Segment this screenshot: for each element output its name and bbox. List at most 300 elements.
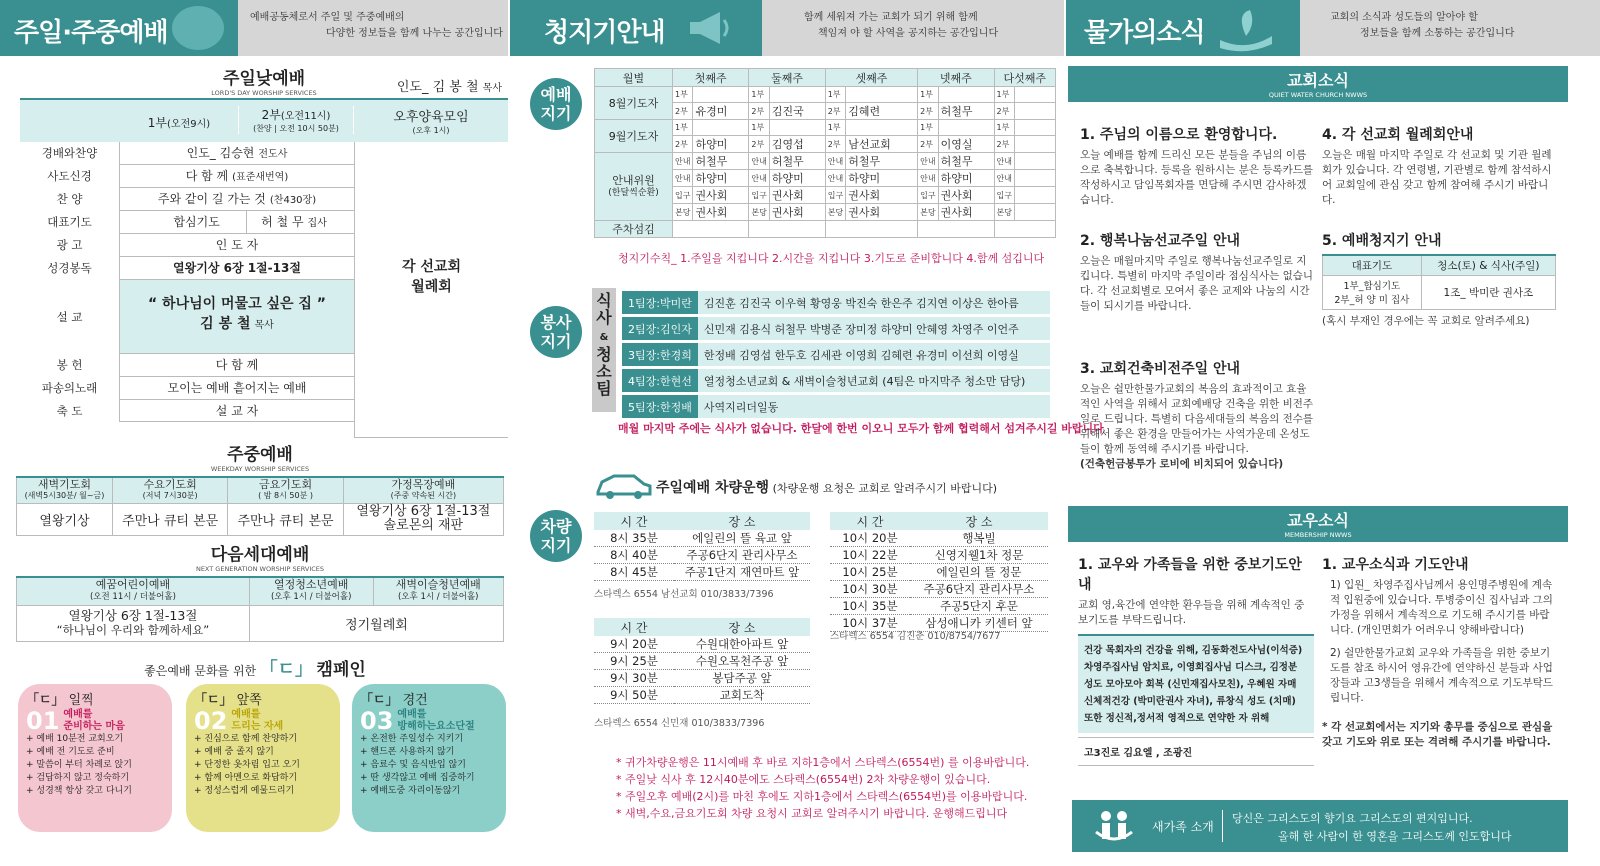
weekday-value bbox=[343, 503, 503, 535]
roster-empty bbox=[673, 221, 749, 238]
roster-head-cell: 월별 bbox=[595, 69, 673, 87]
roster-tag: 입구 bbox=[994, 187, 1014, 204]
sunday-row-value bbox=[120, 234, 354, 257]
card-item: + 말씀이 부터 차례로 앉기 bbox=[26, 760, 132, 770]
car-route-table-1 bbox=[594, 512, 810, 581]
guide-label: 안내위원 bbox=[612, 173, 655, 187]
family-icon bbox=[1094, 808, 1134, 849]
leader-suffix: 목사 bbox=[482, 83, 502, 94]
roster-head-cell: 넷째주 bbox=[918, 69, 994, 87]
roster-tag: 2부 bbox=[918, 136, 938, 153]
news-title: 1. 교우와 가족들을 위한 중보기도안내 bbox=[1078, 557, 1302, 593]
hand-plant-icon bbox=[1216, 6, 1276, 52]
nextgen-head bbox=[249, 577, 373, 605]
roster-tag: 2부 bbox=[825, 136, 845, 153]
team-members: 사역지리더일동 bbox=[698, 395, 1050, 418]
church-news-subtitle: QUIET WATER CHURCH NWWS bbox=[1268, 91, 1368, 99]
car-icon bbox=[594, 472, 652, 503]
car-time: 9시 20분 bbox=[594, 636, 674, 653]
news-item-3 bbox=[1080, 358, 1314, 472]
sunday-row-value bbox=[120, 280, 354, 354]
roster-tag: 2부 bbox=[994, 136, 1014, 153]
news-title: 2. 행복나눔선교주일 안내 bbox=[1080, 233, 1241, 249]
car-row bbox=[594, 687, 810, 704]
roster-name: 권사회 bbox=[693, 187, 749, 204]
header-worship-desc bbox=[238, 0, 508, 56]
campaign-title-pre: 좋은예배 문화를 위한 bbox=[144, 664, 257, 678]
card-num-row bbox=[360, 706, 498, 735]
car-title bbox=[656, 477, 997, 497]
card-item: + 정성스럽게 예물드리기 bbox=[194, 786, 295, 796]
roster-name: 이영실 bbox=[938, 136, 994, 153]
roster-tag: 안내 bbox=[673, 170, 693, 187]
head-name: 열정청소년예배 bbox=[274, 578, 349, 592]
roster-head-cell: 다섯째주 bbox=[994, 69, 1055, 87]
news-body-red: * 각 선교회에서는 지기와 총무를 중심으로 관심을 갖고 기도와 위로 또는 격려해 주시기를 바랍니다. bbox=[1322, 721, 1553, 748]
team-members: 한정배 김영섭 한두호 김세관 이영희 김혜련 유경미 이선희 이영실 bbox=[698, 343, 1050, 366]
weekday-title: 주중예배 bbox=[227, 445, 293, 465]
footer-label: 새가족 소개 bbox=[1152, 820, 1214, 834]
sunday-col1-head bbox=[120, 114, 238, 131]
car-time: 10시 22분 bbox=[830, 547, 910, 564]
car-route-foot: 스타렉스 6554 남선교회 010/3833/7396 bbox=[594, 589, 774, 600]
megaphone-icon bbox=[686, 8, 732, 48]
roster-tag: 안내 bbox=[825, 153, 845, 170]
col-label: 2부 bbox=[261, 108, 281, 122]
weekday-value: 주만나 큐티 본문 bbox=[112, 503, 227, 535]
team-members: 신민재 김용식 허철무 박병준 장미정 하양미 안혜영 차영주 이언주 bbox=[698, 317, 1050, 340]
news-body: 오늘 예배를 함께 드리신 모든 분들을 주님의 이름으로 축복합니다. 등록을 원하시는 분은 등록카드를 작성하시고 담임목회자를 면담해 주시면 감사하겠습니다. bbox=[1080, 149, 1314, 206]
service-team-table bbox=[622, 288, 1050, 421]
card-item: + 딴 생각않고 예배 집중하기 bbox=[360, 773, 475, 783]
news-item-5 bbox=[1322, 230, 1556, 329]
roster-tag: 1부 bbox=[673, 120, 693, 136]
car-head: 장 소 bbox=[910, 512, 1048, 530]
right-note-line: 각 선교회 bbox=[402, 259, 461, 275]
header-steward-title: 청지기안내 bbox=[544, 18, 665, 48]
col-sub: (찬양 | 오전 10시 50분) bbox=[253, 124, 339, 133]
roster-tag: 1부 bbox=[918, 87, 938, 103]
sermon-title: “ 하나님이 머물고 싶은 집 ” bbox=[147, 296, 326, 312]
news-item-4 bbox=[1322, 124, 1556, 208]
sunday-row bbox=[20, 188, 354, 211]
roster-name: 허철무 bbox=[693, 153, 749, 170]
footer-line2: 올해 한 사람이 한 영혼을 그리스도께 인도합니다 bbox=[1278, 830, 1512, 843]
roster-name: 허철무 bbox=[938, 153, 994, 170]
car-row bbox=[830, 530, 1048, 547]
roster-tag: 안내 bbox=[825, 170, 845, 187]
car-head: 장 소 bbox=[674, 512, 810, 530]
header-desc-line: 다양한 정보들을 함께 나누는 공간입니다 bbox=[326, 28, 503, 39]
head-name: 새벽이슬청년예배 bbox=[395, 578, 481, 592]
roster-name bbox=[1015, 103, 1056, 120]
campaign-logo-icon: 「ㄷ」 bbox=[194, 693, 233, 708]
value-suffix: (표준새번역) bbox=[232, 172, 289, 183]
roster-name: 하양미 bbox=[769, 170, 825, 187]
n5-val-line: 1부_합심기도 bbox=[1343, 281, 1401, 292]
car-head-row bbox=[594, 512, 810, 530]
car-place: 삼성애니카 키센터 앞 bbox=[910, 615, 1048, 632]
roster-name: 하양미 bbox=[693, 170, 749, 187]
header-desc-line: 함께 세워져 가는 교회가 되기 위해 함께 bbox=[804, 12, 978, 23]
roster-name: 권사회 bbox=[846, 187, 918, 204]
roster-tag: 입구 bbox=[825, 187, 845, 204]
value-part: 인 도 자 bbox=[215, 238, 259, 252]
header-desc-line: 교회의 소식과 성도들의 알아야 할 bbox=[1330, 12, 1478, 23]
header-desc-line: 책임져 야 할 사역을 공지하는 공간입니다 bbox=[818, 28, 999, 39]
card-item: + 함께 아멘으로 화답하기 bbox=[194, 773, 298, 783]
head-time: (오후 1시 / 더불어홀) bbox=[270, 592, 352, 603]
header-desc-line: 예배공동체로서 주일 및 주중예배의 bbox=[250, 12, 405, 23]
car-row bbox=[594, 564, 810, 581]
roster-tag: 본당 bbox=[994, 204, 1014, 221]
nextgen-table bbox=[16, 576, 504, 642]
weekday-table bbox=[16, 476, 504, 536]
roster-aug-row1 bbox=[595, 87, 1056, 103]
car-row bbox=[830, 547, 1048, 564]
roster-tag: 안내 bbox=[749, 153, 769, 170]
roster-tag: 입구 bbox=[749, 187, 769, 204]
card-head: 경건 bbox=[402, 693, 428, 708]
value-part: 다 함 께 bbox=[185, 169, 229, 183]
n5-val: 1조_ 박미란 권사조 bbox=[1421, 275, 1555, 309]
car-note: * 주일오후 예배(2시)를 마친 후에도 지하1층에서 스타렉스(6554번)를 이용바랍니다. bbox=[616, 790, 1028, 803]
car-row bbox=[594, 636, 810, 653]
card-sub-line: 예배를 bbox=[63, 709, 93, 720]
prayer-box-2-text: 고3진로 김요엘 , 조광진 bbox=[1084, 748, 1193, 759]
roster-name: 허철무 bbox=[769, 153, 825, 170]
roster-tag: 안내 bbox=[918, 170, 938, 187]
card-sub-line: 준비하는 마음 bbox=[63, 721, 125, 732]
sunday-row-label: 봉 헌 bbox=[20, 354, 120, 377]
campaign-logo-icon: 「ㄷ」 bbox=[259, 659, 314, 680]
roster-tag: 1부 bbox=[994, 120, 1014, 136]
sunday-col2-head bbox=[238, 106, 354, 134]
news-body: 교회 영,육간에 연약한 환우들을 위해 계속적인 중보기도를 부탁드립니다. bbox=[1078, 599, 1305, 626]
card-item: + 핸드폰 사용하지 않기 bbox=[360, 747, 455, 757]
roster-name bbox=[1015, 170, 1056, 187]
member-item-1 bbox=[1078, 554, 1314, 766]
campaign-card-head bbox=[360, 694, 498, 707]
roster-name: 하양미 bbox=[693, 136, 749, 153]
roster-name bbox=[1015, 87, 1056, 103]
header-news-title: 물가의소식 bbox=[1084, 18, 1205, 48]
service-team-row bbox=[622, 343, 1050, 366]
roster-name bbox=[938, 87, 994, 103]
card-num: 02 bbox=[194, 706, 228, 735]
car-place: 신영지웰1차 정문 bbox=[910, 547, 1048, 564]
roster-tag: 1부 bbox=[825, 87, 845, 103]
head-time: (오전 11시 / 더불어홀) bbox=[89, 592, 176, 603]
worship-steward-circle: 예배 지기 bbox=[530, 78, 582, 130]
weekday-value: 열왕기상 bbox=[17, 503, 113, 535]
col-label: 1부 bbox=[147, 116, 168, 130]
n5-col: 청소(토) & 식사(주일) bbox=[1421, 255, 1555, 275]
news-title: 3. 교회건축비전주일 안내 bbox=[1080, 361, 1241, 377]
car-time: 8시 45분 bbox=[594, 564, 674, 581]
roster-tag: 1부 bbox=[673, 87, 693, 103]
team-leader: 3팀장:한경희 bbox=[622, 343, 698, 366]
sunday-row-label: 대표기도 bbox=[20, 211, 120, 234]
roster-name: 김진국 bbox=[769, 103, 825, 120]
roster-row-label: 9월기도자 bbox=[595, 120, 673, 153]
car-notes bbox=[616, 754, 1029, 822]
n5-note: (혹시 부재인 경우에는 꼭 교회로 알려주세요) bbox=[1322, 314, 1530, 327]
church-news-title: 교회소식 bbox=[1287, 71, 1349, 90]
sunday-row-label: 파송의노래 bbox=[20, 377, 120, 400]
value-part: 허 철 무 bbox=[261, 215, 304, 229]
roster-tag: 안내 bbox=[918, 153, 938, 170]
nextgen-head-row bbox=[17, 577, 504, 605]
roster-name: 권사회 bbox=[693, 204, 749, 221]
header-steward-desc bbox=[762, 0, 1064, 56]
sunday-row-value bbox=[120, 188, 354, 211]
head-name: 예꿈어린이예배 bbox=[95, 578, 171, 592]
sunday-row-value bbox=[120, 211, 354, 234]
prayer-box bbox=[1078, 634, 1314, 733]
roster-empty bbox=[994, 221, 1055, 238]
member-item-2 bbox=[1322, 554, 1556, 750]
sunday-row-label: 축 도 bbox=[20, 400, 120, 422]
head-name: 금요기도회 bbox=[258, 478, 313, 492]
campaign-card-head bbox=[194, 694, 332, 707]
sunday-row-value bbox=[120, 400, 354, 422]
head-name: 수요기도회 bbox=[143, 478, 197, 492]
roster-tag: 2부 bbox=[825, 103, 845, 120]
news-title: 1. 주님의 이름으로 환영합니다. bbox=[1080, 127, 1278, 143]
roster-name: 김영섭 bbox=[769, 136, 825, 153]
prayer-roster-table bbox=[594, 68, 1056, 238]
news-item-2 bbox=[1080, 230, 1314, 314]
sunday-row bbox=[20, 377, 354, 400]
card-sub-line: 드리는 자세 bbox=[231, 721, 284, 732]
sunday-row bbox=[20, 165, 354, 188]
roster-tag: 본당 bbox=[918, 204, 938, 221]
nextgen-value: 정기월례회 bbox=[249, 605, 503, 641]
head-time: (주중 약속된 시간) bbox=[390, 491, 457, 501]
roster-row-label bbox=[595, 153, 673, 221]
weekday-head bbox=[228, 477, 343, 503]
right-note-line: 월례회 bbox=[411, 279, 452, 295]
roster-name: 권사회 bbox=[846, 204, 918, 221]
news-title: 1. 교우소식과 기도안내 bbox=[1322, 557, 1469, 573]
roster-name: 허철무 bbox=[938, 103, 994, 120]
news-item-1 bbox=[1080, 124, 1314, 208]
sunday-subtitle: LORD'S DAY WORSHIP SERVICES bbox=[211, 89, 317, 97]
leader-name: 인도_ 김 봉 철 bbox=[396, 80, 479, 95]
card-sub bbox=[63, 709, 124, 733]
card-item: + 온전한 주일성수 지키기 bbox=[360, 734, 464, 744]
value-part: 모이는 예배 흩어지는 예배 bbox=[167, 381, 307, 395]
value-part: 열왕기상 6장 1절-13절 bbox=[173, 261, 301, 275]
roster-tag: 1부 bbox=[749, 120, 769, 136]
member-news-header bbox=[1068, 506, 1568, 542]
car-place: 행복빌 bbox=[910, 530, 1048, 547]
card-item: + 진심으로 함께 찬양하기 bbox=[194, 734, 298, 744]
car-time: 9시 25분 bbox=[594, 653, 674, 670]
card-sub bbox=[397, 709, 474, 733]
roster-tag: 1부 bbox=[918, 120, 938, 136]
sunday-row bbox=[20, 400, 354, 422]
roster-tag: 2부 bbox=[749, 136, 769, 153]
card-num-row bbox=[194, 706, 332, 735]
roster-tag: 2부 bbox=[749, 103, 769, 120]
value-part: 인도_ 김승현 bbox=[186, 146, 255, 160]
car-route-table-2 bbox=[594, 618, 810, 704]
nextgen-value bbox=[17, 605, 250, 641]
roster-name bbox=[1015, 136, 1056, 153]
sunday-row bbox=[20, 280, 354, 354]
head-time: (오후 1시 / 더불어홀) bbox=[398, 592, 479, 603]
roster-empty bbox=[825, 221, 917, 238]
roster-sep-row1 bbox=[595, 120, 1056, 136]
roster-name bbox=[938, 120, 994, 136]
car-place: 수원대한아파트 앞 bbox=[674, 636, 810, 653]
roster-name: 허철무 bbox=[846, 153, 918, 170]
n5-val-line: 2부_허 양 미 집사 bbox=[1334, 295, 1410, 306]
roster-name: 하양미 bbox=[846, 170, 918, 187]
roster-head-cell: 둘째주 bbox=[749, 69, 825, 87]
header-worship-title: 주일·주중예배 bbox=[14, 18, 168, 48]
roster-tag: 안내 bbox=[673, 153, 693, 170]
roster-name: 권사회 bbox=[769, 204, 825, 221]
roster-name: 유경미 bbox=[693, 103, 749, 120]
car-time: 9시 30분 bbox=[594, 670, 674, 687]
col-label: 오후양육모임 bbox=[393, 110, 469, 125]
roster-tag: 2부 bbox=[918, 103, 938, 120]
roster-name: 남선교회 bbox=[846, 136, 918, 153]
roster-tag: 1부 bbox=[825, 120, 845, 136]
car-route-table-3 bbox=[830, 512, 1048, 632]
prayer-box-text: 건강 목회자의 건강을 위해, 김동화전도사님(이석증) 차영주집사님 암치료, 이영희집사님 디스크, 김정분 성도 모아모아 회복 (신민재집사모친), 우혜원 자매 신체적건강 (박미란권사 자녀), 류창식 성도 (치매) 또한 정신적,정서적 영적으로 연약한 자 위해 bbox=[1084, 645, 1303, 724]
car-head: 시 간 bbox=[594, 512, 674, 530]
roster-name bbox=[769, 87, 825, 103]
card-num: 03 bbox=[360, 706, 394, 735]
sunday-row-value bbox=[120, 165, 354, 188]
roster-tag: 1부 bbox=[749, 87, 769, 103]
service-steward-circle: 봉사 지기 bbox=[530, 306, 582, 358]
campaign-card bbox=[18, 684, 172, 832]
n5-col: 대표기도 bbox=[1323, 255, 1422, 275]
n5-head bbox=[1323, 255, 1556, 275]
sunday-row-value bbox=[120, 377, 354, 400]
roster-tag: 1부 bbox=[994, 87, 1014, 103]
car-head: 시 간 bbox=[594, 618, 674, 636]
value-suffix: 전도사 bbox=[258, 149, 288, 160]
car-note: * 귀가차량운행은 11시예배 후 바로 지하1층에서 스타렉스(6554번) 를 이용바랍니다. bbox=[616, 756, 1030, 769]
guide-sub: (한달씩순환) bbox=[608, 187, 659, 198]
car-row bbox=[830, 564, 1048, 581]
header-desc-line: 정보들을 함께 소통하는 공간입니다 bbox=[1360, 28, 1515, 39]
nextgen-section bbox=[16, 540, 504, 642]
roster-tag: 입구 bbox=[673, 187, 693, 204]
roster-name: 김혜련 bbox=[846, 103, 918, 120]
card-item: + 음료수 및 음식반입 않기 bbox=[360, 760, 466, 770]
news-body: 오늘은 쉴만한물가교회의 복음의 효과적이고 효율적인 사역을 위해서 교회예배당 건축을 위한 비전주일로 드립니다. 특별히 다음세대들의 복음의 전수를 위해서 좋은 환경을 만들어가는 사역가운데 온성도들이 함께 동역해 주시기를 바랍니다. bbox=[1080, 383, 1314, 455]
roster-name bbox=[769, 120, 825, 136]
sunday-row bbox=[20, 354, 354, 377]
roster-tag: 안내 bbox=[749, 170, 769, 187]
weekday-head bbox=[17, 477, 113, 503]
campaign-logo-icon: 「ㄷ」 bbox=[26, 693, 65, 708]
header-worship bbox=[0, 0, 238, 56]
card-num: 01 bbox=[26, 706, 60, 735]
col-sub: (오전11시) bbox=[280, 111, 331, 122]
team-leader: 2팀장:김인자 bbox=[622, 317, 698, 340]
car-row bbox=[594, 530, 810, 547]
sunday-row-label: 성경봉독 bbox=[20, 257, 120, 280]
vehicle-steward-circle: 차량 지기 bbox=[530, 510, 582, 562]
campaign-title bbox=[0, 655, 510, 681]
car-route-foot: 스타렉스 6554 신민재 010/3833/7396 bbox=[594, 718, 765, 729]
head-time: (새벽5시30분/ 월~금) bbox=[24, 491, 105, 501]
value-part: 주와 같이 길 가는 것 bbox=[157, 192, 266, 206]
header-news-desc bbox=[1300, 0, 1600, 56]
head-name: 가정목장예배 bbox=[391, 478, 456, 492]
car-time: 10시 25분 bbox=[830, 564, 910, 581]
team-leader: 4팀장:한현선 bbox=[622, 369, 698, 392]
roster-name bbox=[1015, 153, 1056, 170]
head-time: (저녁 7시30분) bbox=[142, 491, 198, 501]
car-place: 봉담주공 앞 bbox=[674, 670, 810, 687]
value-suffix: 집사 bbox=[307, 218, 327, 229]
card-head: 일찍 bbox=[68, 693, 94, 708]
roster-name bbox=[846, 120, 918, 136]
news-body: 2) 쉴만한물가교회 교우와 가족들을 위한 중보기도를 참조 하시어 영유간에 연약하신 분들과 사업장들과 고3생들을 위해서 계속적으로 기도부탁드립니다. bbox=[1330, 647, 1553, 704]
roster-tag: 2부 bbox=[673, 103, 693, 120]
roster-name bbox=[1015, 187, 1056, 204]
roster-name bbox=[846, 87, 918, 103]
nextgen-subtitle: NEXT GENERATION WORSHIP SERVICES bbox=[195, 565, 325, 573]
service-team-row bbox=[622, 317, 1050, 340]
footer-bar bbox=[1072, 800, 1568, 852]
n5-val bbox=[1323, 275, 1422, 309]
sunday-col3-head bbox=[354, 106, 508, 136]
roster-head-cell: 셋째주 bbox=[825, 69, 917, 87]
roster-tag: 2부 bbox=[994, 103, 1014, 120]
weekday-head bbox=[112, 477, 227, 503]
roster-empty bbox=[918, 221, 994, 238]
car-row bbox=[830, 598, 1048, 615]
card-head: 앞쪽 bbox=[236, 693, 262, 708]
car-row bbox=[594, 670, 810, 687]
car-place: 에일린의 뜰 육교 앞 bbox=[674, 530, 810, 547]
car-place: 주공5단지 후문 bbox=[910, 598, 1048, 615]
car-note: * 주일낮 식사 후 12시40분에도 스타렉스(6554번) 2차 차량운행이 있습니다. bbox=[616, 773, 991, 786]
sunday-leader bbox=[397, 76, 502, 95]
roster-name bbox=[693, 120, 749, 136]
value-part: 설 교 자 bbox=[215, 404, 259, 418]
roster-tag: 입구 bbox=[918, 187, 938, 204]
sunday-row bbox=[20, 211, 354, 234]
card-sub-line: 방해하는요소단절 bbox=[397, 721, 475, 732]
meal-cleaning-label: 식 사 & 청 소 팀 bbox=[592, 288, 616, 412]
roster-name bbox=[693, 87, 749, 103]
car-time: 8시 40분 bbox=[594, 547, 674, 564]
sunday-row-label: 찬 양 bbox=[20, 188, 120, 211]
card-sub bbox=[231, 709, 283, 733]
roster-head-cell: 첫째주 bbox=[673, 69, 749, 87]
car-row bbox=[594, 547, 810, 564]
value-part: 합심기도 bbox=[147, 211, 247, 234]
car-time: 10시 30분 bbox=[830, 581, 910, 598]
prayer-box-2 bbox=[1078, 737, 1314, 766]
roster-name: 권사회 bbox=[769, 187, 825, 204]
bible-icon bbox=[172, 6, 224, 50]
car-time: 10시 37분 bbox=[830, 615, 910, 632]
team-leader: 1팀장:박미란 bbox=[622, 291, 698, 314]
weekday-subtitle: WEEKDAY WORSHIP SERVICES bbox=[210, 465, 310, 473]
